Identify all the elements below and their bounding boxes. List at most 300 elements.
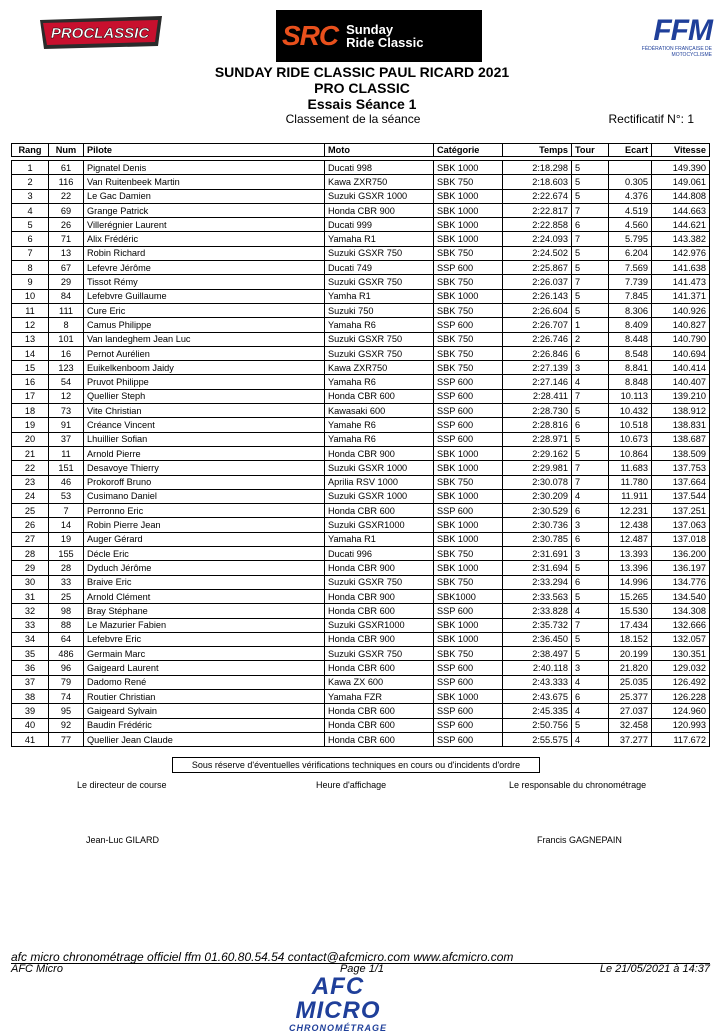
cell-ecart: 15.530 [609, 604, 652, 618]
cell-ecart: 8.306 [609, 303, 652, 317]
cell-temps: 2:29.162 [503, 446, 572, 460]
proclassic-text: PROCLASSIC [50, 25, 150, 42]
cell-vitesse: 137.664 [652, 475, 710, 489]
cell-num: 11 [49, 446, 84, 460]
header-ecart: Ecart [609, 144, 652, 157]
cell-num: 151 [49, 461, 84, 475]
cell-moto: Honda CBR 900 [325, 203, 434, 217]
cell-pilote: Vite Christian [84, 404, 325, 418]
results-table [11, 143, 710, 747]
cell-pilote: Dadomo René [84, 675, 325, 689]
cell-temps: 2:26.746 [503, 332, 572, 346]
cell-temps: 2:22.858 [503, 218, 572, 232]
cell-vitesse: 141.638 [652, 261, 710, 275]
cell-moto: Yamaha R1 [325, 232, 434, 246]
cell-temps: 2:31.691 [503, 547, 572, 561]
cell-rang: 37 [12, 675, 49, 689]
cell-temps: 2:36.450 [503, 632, 572, 646]
table-row [12, 404, 710, 418]
cell-ecart: 8.409 [609, 318, 652, 332]
cell-pilote: Prokoroff Bruno [84, 475, 325, 489]
table-row [12, 618, 710, 632]
cell-rang: 36 [12, 661, 49, 675]
cell-moto: Suzuki 750 [325, 303, 434, 317]
cell-rang: 34 [12, 632, 49, 646]
ffm-logo [612, 14, 712, 58]
cell-vitesse: 144.621 [652, 218, 710, 232]
table-row [12, 261, 710, 275]
cell-tour: 6 [572, 218, 609, 232]
cell-ecart: 14.996 [609, 575, 652, 589]
table-row [12, 504, 710, 518]
cell-rang: 9 [12, 275, 49, 289]
cell-pilote: Créance Vincent [84, 418, 325, 432]
cell-ecart: 4.376 [609, 189, 652, 203]
race-director-name: Jean-Luc GILARD [86, 835, 160, 845]
cell-categorie: SSP 600 [434, 675, 503, 689]
cell-tour: 6 [572, 346, 609, 360]
cell-moto: Kawa ZXR750 [325, 175, 434, 189]
cell-vitesse: 140.694 [652, 346, 710, 360]
cell-tour: 6 [572, 575, 609, 589]
cell-pilote: Dyduch Jérôme [84, 561, 325, 575]
cell-vitesse: 137.018 [652, 532, 710, 546]
table-row [12, 575, 710, 589]
cell-categorie: SSP 600 [434, 404, 503, 418]
cell-rang: 40 [12, 718, 49, 732]
cell-ecart: 4.519 [609, 203, 652, 217]
cell-tour: 5 [572, 289, 609, 303]
cell-pilote: Baudin Frédéric [84, 718, 325, 732]
cell-moto: Ducati 998 [325, 161, 434, 175]
cell-moto: Honda CBR 900 [325, 632, 434, 646]
cell-pilote: Le Mazurier Fabien [84, 618, 325, 632]
cell-num: 69 [49, 203, 84, 217]
cell-vitesse: 132.666 [652, 618, 710, 632]
cell-categorie: SSP 600 [434, 704, 503, 718]
cell-temps: 2:22.817 [503, 203, 572, 217]
cell-rang: 32 [12, 604, 49, 618]
cell-ecart: 10.673 [609, 432, 652, 446]
cell-num: 74 [49, 689, 84, 703]
table-row [12, 489, 710, 503]
cell-ecart: 10.518 [609, 418, 652, 432]
document-title [0, 64, 724, 112]
cell-vitesse: 143.382 [652, 232, 710, 246]
cell-tour: 5 [572, 261, 609, 275]
cell-tour: 3 [572, 518, 609, 532]
cell-num: 7 [49, 504, 84, 518]
cell-temps: 2:22.674 [503, 189, 572, 203]
cell-tour: 6 [572, 418, 609, 432]
cell-temps: 2:30.785 [503, 532, 572, 546]
cell-num: 79 [49, 675, 84, 689]
cell-vitesse: 138.509 [652, 446, 710, 460]
table-row [12, 161, 710, 175]
cell-vitesse: 144.663 [652, 203, 710, 217]
cell-pilote: Germain Marc [84, 647, 325, 661]
cell-tour: 1 [572, 318, 609, 332]
cell-num: 155 [49, 547, 84, 561]
table-row [12, 446, 710, 460]
cell-moto: Suzuki GSXR 750 [325, 647, 434, 661]
cell-tour: 5 [572, 589, 609, 603]
cell-moto: Suzuki GSXR 750 [325, 275, 434, 289]
reserve-notice: Sous réserve d'éventuelles vérifications techniques en cours ou d'incidents d'ordre [172, 757, 540, 773]
ffm-logo-caption: FÉDÉRATION FRANÇAISE DE MOTOCYCLISME [641, 46, 712, 58]
cell-pilote: Cusimano Daniel [84, 489, 325, 503]
cell-categorie: SBK 1000 [434, 632, 503, 646]
cell-ecart: 8.841 [609, 361, 652, 375]
cell-temps: 2:33.294 [503, 575, 572, 589]
cell-moto: Yamahe R6 [325, 418, 434, 432]
cell-ecart: 12.438 [609, 518, 652, 532]
cell-moto: Suzuki GSXR1000 [325, 518, 434, 532]
cell-pilote: Euikelkenboom Jaidy [84, 361, 325, 375]
cell-num: 88 [49, 618, 84, 632]
cell-ecart: 10.113 [609, 389, 652, 403]
cell-categorie: SBK 1000 [434, 561, 503, 575]
cell-temps: 2:33.563 [503, 589, 572, 603]
cell-temps: 2:29.981 [503, 461, 572, 475]
cell-temps: 2:30.209 [503, 489, 572, 503]
session-title: Essais Séance 1 [307, 96, 417, 112]
afc-logo-text: AFC MICRO [295, 973, 381, 1024]
cell-categorie: SBK 1000 [434, 489, 503, 503]
cell-pilote: Grange Patrick [84, 203, 325, 217]
cell-num: 91 [49, 418, 84, 432]
table-row [12, 218, 710, 232]
cell-categorie: SSP 600 [434, 504, 503, 518]
cell-temps: 2:28.971 [503, 432, 572, 446]
table-row [12, 203, 710, 217]
cell-categorie: SBK 1000 [434, 532, 503, 546]
cell-pilote: Lefevre Jérôme [84, 261, 325, 275]
cell-moto: Yamaha R6 [325, 432, 434, 446]
cell-categorie: SBK 750 [434, 575, 503, 589]
cell-ecart: 10.864 [609, 446, 652, 460]
cell-pilote: Lhuillier Sofian [84, 432, 325, 446]
cell-ecart: 21.820 [609, 661, 652, 675]
header-num: Num [49, 144, 84, 157]
cell-ecart: 8.448 [609, 332, 652, 346]
table-row [12, 389, 710, 403]
cell-categorie: SSP 600 [434, 261, 503, 275]
footer-page-number: Page 1/1 [339, 963, 385, 975]
cell-num: 46 [49, 475, 84, 489]
cell-moto: Honda CBR 600 [325, 704, 434, 718]
cell-vitesse: 126.492 [652, 675, 710, 689]
race-director-label: Le directeur de course [77, 780, 167, 790]
cell-temps: 2:28.816 [503, 418, 572, 432]
cell-pilote: Tissot Rémy [84, 275, 325, 289]
rectificatif-label: Rectificatif N°: 1 [608, 112, 694, 126]
cell-rang: 30 [12, 575, 49, 589]
cell-vitesse: 149.061 [652, 175, 710, 189]
cell-temps: 2:43.675 [503, 689, 572, 703]
table-row [12, 346, 710, 360]
cell-tour: 7 [572, 275, 609, 289]
cell-vitesse: 124.960 [652, 704, 710, 718]
cell-tour: 5 [572, 246, 609, 260]
afc-micro-logo [268, 973, 408, 1033]
cell-ecart: 25.035 [609, 675, 652, 689]
table-row [12, 418, 710, 432]
cell-rang: 12 [12, 318, 49, 332]
cell-temps: 2:55.575 [503, 732, 572, 746]
cell-temps: 2:50.756 [503, 718, 572, 732]
cell-rang: 33 [12, 618, 49, 632]
cell-rang: 19 [12, 418, 49, 432]
cell-num: 61 [49, 161, 84, 175]
cell-pilote: Robin Richard [84, 246, 325, 260]
cell-moto: Kawa ZXR750 [325, 361, 434, 375]
cell-tour: 5 [572, 446, 609, 460]
cell-tour: 3 [572, 361, 609, 375]
table-row [12, 289, 710, 303]
table-header-row [12, 144, 710, 157]
cell-vitesse: 140.827 [652, 318, 710, 332]
cell-pilote: Gaigeard Laurent [84, 661, 325, 675]
src-logo-subtitle [346, 23, 423, 49]
cell-categorie: SBK1000 [434, 589, 503, 603]
cell-num: 26 [49, 218, 84, 232]
cell-vitesse: 137.544 [652, 489, 710, 503]
cell-tour: 7 [572, 618, 609, 632]
cell-pilote: Décle Eric [84, 547, 325, 561]
cell-tour: 5 [572, 561, 609, 575]
table-row [12, 632, 710, 646]
cell-num: 77 [49, 732, 84, 746]
cell-pilote: Le Gac Damien [84, 189, 325, 203]
cell-num: 84 [49, 289, 84, 303]
cell-vitesse: 139.210 [652, 389, 710, 403]
cell-tour: 4 [572, 704, 609, 718]
cell-num: 486 [49, 647, 84, 661]
cell-vitesse: 141.473 [652, 275, 710, 289]
cell-vitesse: 140.926 [652, 303, 710, 317]
cell-moto: Honda CBR 900 [325, 446, 434, 460]
cell-temps: 2:18.603 [503, 175, 572, 189]
cell-vitesse: 140.790 [652, 332, 710, 346]
cell-pilote: Camus Philippe [84, 318, 325, 332]
cell-vitesse: 142.976 [652, 246, 710, 260]
cell-moto: Honda CBR 600 [325, 389, 434, 403]
cell-rang: 26 [12, 518, 49, 532]
timing-manager-name: Francis GAGNEPAIN [537, 835, 622, 845]
cell-temps: 2:24.093 [503, 232, 572, 246]
table-row [12, 532, 710, 546]
cell-num: 22 [49, 189, 84, 203]
cell-vitesse: 136.200 [652, 547, 710, 561]
footer-company: AFC Micro [11, 963, 63, 975]
cell-num: 19 [49, 532, 84, 546]
cell-moto: Aprilia RSV 1000 [325, 475, 434, 489]
src-logo-text: SRC [282, 20, 339, 51]
cell-moto: Suzuki GSXR 750 [325, 346, 434, 360]
cell-num: 111 [49, 303, 84, 317]
cell-categorie: SSP 600 [434, 375, 503, 389]
cell-moto: Yamaha R6 [325, 318, 434, 332]
table-row [12, 732, 710, 746]
cell-moto: Yamaha FZR [325, 689, 434, 703]
table-row [12, 246, 710, 260]
class-title: PRO CLASSIC [314, 80, 410, 96]
cell-rang: 35 [12, 647, 49, 661]
cell-num: 12 [49, 389, 84, 403]
cell-temps: 2:26.037 [503, 275, 572, 289]
cell-ecart: 11.683 [609, 461, 652, 475]
header-rang: Rang [12, 144, 49, 157]
cell-categorie: SBK 750 [434, 346, 503, 360]
cell-ecart: 5.795 [609, 232, 652, 246]
table-row [12, 189, 710, 203]
table-row [12, 689, 710, 703]
table-row [12, 704, 710, 718]
cell-vitesse: 138.912 [652, 404, 710, 418]
cell-rang: 24 [12, 489, 49, 503]
cell-rang: 41 [12, 732, 49, 746]
cell-moto: Ducati 749 [325, 261, 434, 275]
table-row [12, 332, 710, 346]
cell-rang: 23 [12, 475, 49, 489]
cell-rang: 31 [12, 589, 49, 603]
cell-categorie: SBK 1000 [434, 161, 503, 175]
cell-categorie: SBK 1000 [434, 689, 503, 703]
cell-vitesse: 137.251 [652, 504, 710, 518]
cell-ecart: 10.432 [609, 404, 652, 418]
cell-pilote: Auger Gérard [84, 532, 325, 546]
cell-tour: 6 [572, 504, 609, 518]
ranking-subtitle: Classement de la séance [285, 112, 421, 126]
cell-temps: 2:30.736 [503, 518, 572, 532]
cell-categorie: SSP 600 [434, 661, 503, 675]
header-categorie: Catégorie [434, 144, 503, 157]
cell-ecart: 20.199 [609, 647, 652, 661]
cell-categorie: SBK 750 [434, 275, 503, 289]
cell-tour: 6 [572, 689, 609, 703]
cell-vitesse: 117.672 [652, 732, 710, 746]
cell-temps: 2:27.146 [503, 375, 572, 389]
cell-rang: 2 [12, 175, 49, 189]
cell-tour: 7 [572, 475, 609, 489]
cell-vitesse: 137.753 [652, 461, 710, 475]
cell-tour: 5 [572, 175, 609, 189]
cell-categorie: SBK 1000 [434, 618, 503, 632]
footer-contact: afc micro chronométrage officiel ffm 01.60.80.54.54 contact@afcmicro.com www.afcmicro.com [11, 950, 514, 964]
cell-pilote: Alix Frédéric [84, 232, 325, 246]
cell-categorie: SBK 750 [434, 303, 503, 317]
cell-pilote: Perronno Eric [84, 504, 325, 518]
cell-vitesse: 129.032 [652, 661, 710, 675]
cell-rang: 11 [12, 303, 49, 317]
cell-temps: 2:31.694 [503, 561, 572, 575]
cell-rang: 10 [12, 289, 49, 303]
cell-tour: 5 [572, 718, 609, 732]
cell-pilote: Routier Christian [84, 689, 325, 703]
cell-rang: 7 [12, 246, 49, 260]
cell-ecart: 0.305 [609, 175, 652, 189]
cell-categorie: SBK 750 [434, 246, 503, 260]
cell-pilote: Desavoye Thierry [84, 461, 325, 475]
cell-num: 33 [49, 575, 84, 589]
cell-categorie: SBK 750 [434, 332, 503, 346]
event-title: SUNDAY RIDE CLASSIC PAUL RICARD 2021 [214, 64, 510, 80]
cell-pilote: Pruvot Philippe [84, 375, 325, 389]
cell-temps: 2:25.867 [503, 261, 572, 275]
cell-categorie: SBK 750 [434, 647, 503, 661]
header-tour: Tour [572, 144, 609, 157]
cell-num: 71 [49, 232, 84, 246]
cell-vitesse: 134.540 [652, 589, 710, 603]
cell-num: 96 [49, 661, 84, 675]
cell-categorie: SBK 1000 [434, 218, 503, 232]
cell-temps: 2:30.078 [503, 475, 572, 489]
cell-moto: Honda CBR 600 [325, 718, 434, 732]
cell-vitesse: 134.308 [652, 604, 710, 618]
cell-tour: 4 [572, 675, 609, 689]
cell-rang: 13 [12, 332, 49, 346]
cell-categorie: SBK 750 [434, 475, 503, 489]
cell-ecart: 25.377 [609, 689, 652, 703]
src-logo-line1: Sunday [346, 22, 394, 37]
cell-pilote: Bray Stéphane [84, 604, 325, 618]
cell-categorie: SBK 1000 [434, 203, 503, 217]
cell-num: 73 [49, 404, 84, 418]
cell-categorie: SBK 1000 [434, 189, 503, 203]
cell-categorie: SSP 600 [434, 732, 503, 746]
cell-moto: Honda CBR 600 [325, 504, 434, 518]
cell-moto: Suzuki GSXR 750 [325, 575, 434, 589]
table-row [12, 647, 710, 661]
cell-temps: 2:33.828 [503, 604, 572, 618]
cell-moto: Kawasaki 600 [325, 404, 434, 418]
cell-categorie: SBK 1000 [434, 518, 503, 532]
cell-pilote: Arnold Pierre [84, 446, 325, 460]
cell-vitesse: 126.228 [652, 689, 710, 703]
cell-ecart: 7.739 [609, 275, 652, 289]
cell-vitesse: 140.414 [652, 361, 710, 375]
cell-tour: 5 [572, 189, 609, 203]
cell-tour: 7 [572, 389, 609, 403]
cell-num: 67 [49, 261, 84, 275]
table-row [12, 661, 710, 675]
cell-ecart: 12.487 [609, 532, 652, 546]
cell-moto: Suzuki GSXR 1000 [325, 489, 434, 503]
cell-temps: 2:26.707 [503, 318, 572, 332]
cell-rang: 38 [12, 689, 49, 703]
cell-rang: 1 [12, 161, 49, 175]
cell-num: 116 [49, 175, 84, 189]
cell-tour: 4 [572, 375, 609, 389]
footer-date: Le 21/05/2021 à 14:37 [599, 963, 710, 975]
cell-categorie: SBK 1000 [434, 232, 503, 246]
cell-categorie: SBK 1000 [434, 446, 503, 460]
cell-tour: 5 [572, 161, 609, 175]
cell-moto: Ducati 996 [325, 547, 434, 561]
cell-temps: 2:38.497 [503, 647, 572, 661]
cell-temps: 2:18.298 [503, 161, 572, 175]
table-row [12, 303, 710, 317]
cell-pilote: Pernot Aurélien [84, 346, 325, 360]
table-row [12, 432, 710, 446]
header-pilote: Pilote [84, 144, 325, 157]
cell-rang: 17 [12, 389, 49, 403]
cell-moto: Yamaha R6 [325, 375, 434, 389]
cell-tour: 3 [572, 661, 609, 675]
cell-categorie: SBK 750 [434, 175, 503, 189]
table-row [12, 361, 710, 375]
